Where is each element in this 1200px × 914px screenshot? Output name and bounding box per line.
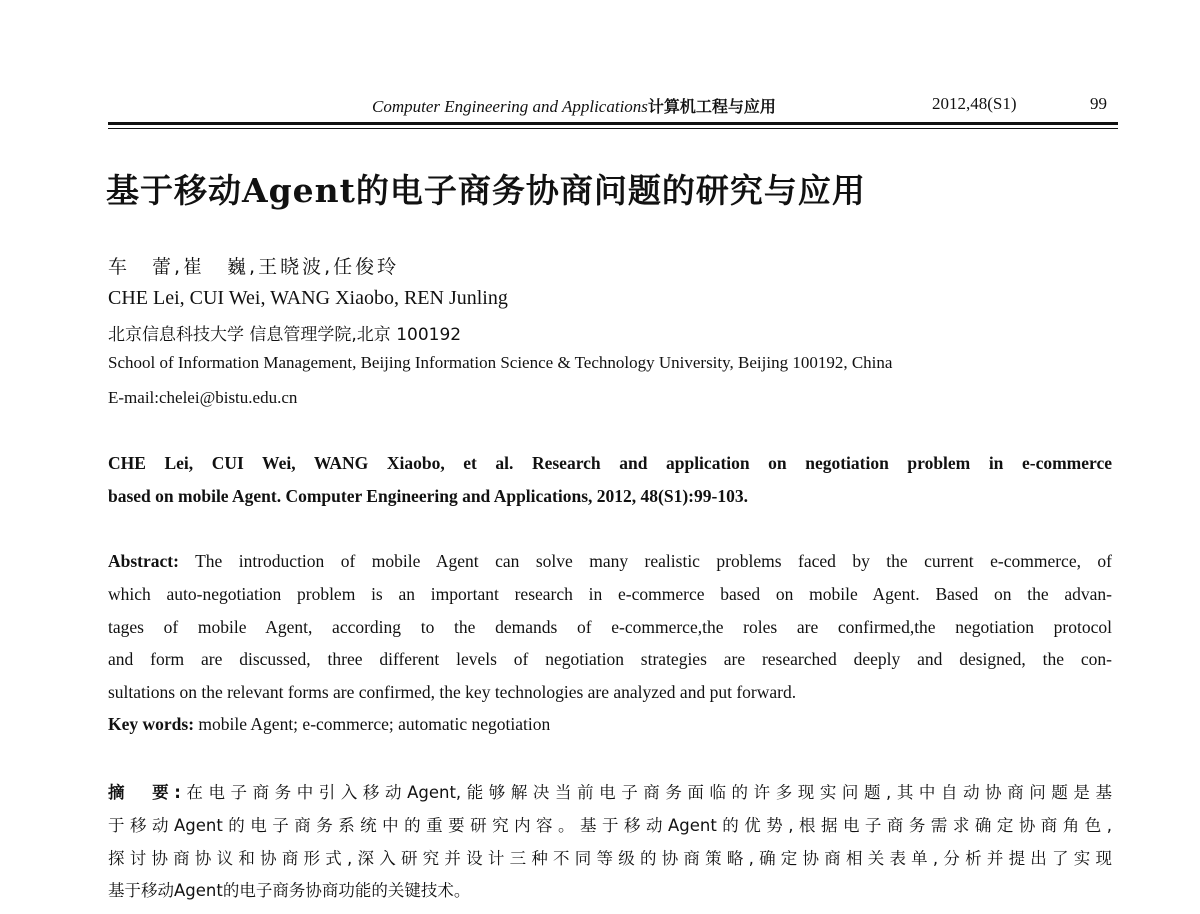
abstract-cn-line: 于移动Agent的电子商务系统中的重要研究内容。基于移动Agent的优势,根据电子商务需求确定协商角色, — [108, 816, 1112, 835]
journal-name-cn: 计算机工程与应用 — [647, 97, 776, 116]
paper-title: 基于移动Agent的电子商务协商问题的研究与应用 — [106, 171, 866, 210]
abstract-line: tages of mobile Agent, according to the demands of e-commerce,the roles are confirmed,the negotiation protocol — [108, 617, 1112, 637]
running-header-journal — [372, 94, 776, 117]
authors-cn: 车 蕾,崔 巍,王晓波,任俊玲 — [108, 256, 400, 278]
keywords-label: Key words: — [108, 714, 195, 734]
abstract-cn-line: 探讨协商协议和协商形式,深入研究并设计三种不同等级的协商策略,确定协商相关表单,分析并提出了实现 — [108, 849, 1112, 868]
abstract-cn-line — [108, 779, 1112, 803]
abstract-line: and form are discussed, three different levels of negotiation strategies are researched deeply and designed, the con- — [108, 649, 1112, 669]
page-number: 99 — [1090, 94, 1107, 113]
abstract-line: which auto-negotiation problem is an important research in e-commerce based on mobile Agent. Based on the advan- — [108, 584, 1112, 604]
abstract-cn-line: 基于移动Agent的电子商务协商功能的关键技术。 — [108, 881, 471, 900]
citation-line: based on mobile Agent. Computer Engineering and Applications, 2012, 48(S1):99-103. — [108, 486, 748, 506]
abstract-line: sultations on the relevant forms are confirmed, the key technologies are analyzed and put forward. — [108, 682, 797, 702]
affiliation-en: School of Information Management, Beijing Information Science & Technology University, Beijing 100192, China — [108, 353, 893, 372]
keywords-text: mobile Agent; e-commerce; automatic negotiation — [194, 714, 551, 734]
citation-line: CHE Lei, CUI Wei, WANG Xiaobo, et al. Research and application on negotiation problem in e-commerce — [108, 453, 1112, 473]
volume-issue: 2012,48(S1) — [932, 94, 1017, 113]
abstract-cn-label: 摘 要: — [108, 783, 181, 802]
journal-name-en: Computer Engineering and Applications — [372, 97, 648, 116]
abstract-cn-text: 在电子商务中引入移动Agent,能够解决当前电子商务面临的许多现实问题,其中自动协商问题是基 — [180, 783, 1112, 802]
affiliation-cn: 北京信息科技大学 信息管理学院,北京 100192 — [108, 325, 462, 345]
abstract-text: The introduction of mobile Agent can solve many realistic problems faced by the current e-commerce, of — [178, 551, 1112, 571]
header-rule-thick — [108, 122, 1118, 125]
abstract-line — [108, 551, 1112, 572]
keywords — [108, 714, 550, 735]
email: E-mail:chelei@bistu.edu.cn — [108, 388, 298, 407]
abstract-label: Abstract: — [108, 551, 179, 571]
authors-en: CHE Lei, CUI Wei, WANG Xiaobo, REN Junling — [108, 287, 508, 309]
header-rule-thin — [108, 128, 1118, 129]
